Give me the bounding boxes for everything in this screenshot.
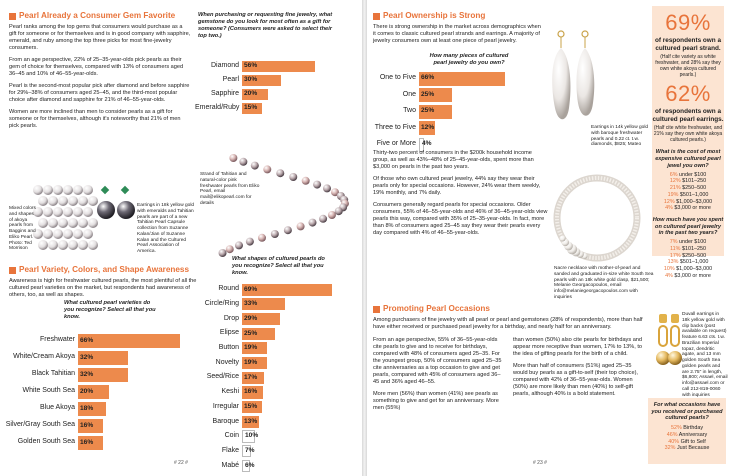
section-title: Promoting Pearl Occasions <box>383 304 490 313</box>
bar: 25% <box>242 328 275 340</box>
paragraph: From an age perspective, 22% of 25–35-year-olds pick pearls as their gem of choice for themselves, compared with 13% of consumers aged 36–45 and 10% of 46–55-year-olds. <box>9 56 184 77</box>
bar-category-label: Keshi <box>221 388 239 396</box>
occasion-question: For what occasions have you received or purchased cultured pearls? <box>651 402 723 422</box>
bar-category-label: Circle/Ring <box>204 300 239 308</box>
section-heading <box>9 265 199 275</box>
bar-row <box>190 430 350 443</box>
bar-category-label: Golden South Sea <box>17 438 75 446</box>
bar-category-label: Novelty <box>215 358 239 366</box>
bar-row <box>4 384 194 400</box>
bar-category-label: Five or More <box>376 140 416 148</box>
bar-row <box>367 71 519 86</box>
bar-category-label: Irregular <box>212 402 239 410</box>
bar-row <box>190 445 350 458</box>
section-ownership <box>373 11 543 45</box>
bar-row <box>190 356 350 369</box>
bar: 10% <box>242 430 255 442</box>
bar: 66% <box>419 72 505 86</box>
section-marker-icon <box>9 267 16 274</box>
nacre-necklace-image <box>551 172 643 264</box>
bar-category-label: Mabé <box>221 461 239 469</box>
bar-row <box>4 333 194 349</box>
bar-row <box>190 327 350 340</box>
bar-category-label: Drop <box>223 314 239 322</box>
bar-category-label: Three to Five <box>374 123 416 131</box>
occasion-item: 40% Gift to Self <box>668 438 706 445</box>
bar: 18% <box>78 402 106 417</box>
bar-row <box>190 401 350 414</box>
section-title: Pearl Ownership is Strong <box>383 11 486 20</box>
spend-item: 4% $3,000 or more <box>665 272 711 279</box>
section-title: Pearl Variety, Colors, and Shape Awareness <box>19 265 190 274</box>
bar: 16% <box>242 386 263 398</box>
section-gem-favorite <box>9 11 191 130</box>
bar-category-label: Pearl <box>222 75 239 83</box>
bar: 19% <box>242 342 267 354</box>
bar-category-label: Blue Akoya <box>39 404 75 412</box>
bar-row <box>4 418 194 434</box>
bar-category-label: Emerald/Ruby <box>195 103 240 111</box>
occasion-item: 52% Birthday <box>670 425 704 432</box>
bar: 7% <box>242 445 251 457</box>
occasion-box <box>648 398 726 464</box>
bar-category-label: Freshwater <box>39 336 75 344</box>
paragraph: There is strong ownership in the market across demographics when it comes to classic cultured pearl strands and earrings. A majority of jewelry consumers own at least one piece of pearl jewelry. <box>373 24 541 44</box>
bar: 6% <box>242 460 250 472</box>
bar-row <box>4 350 194 366</box>
bar-row <box>190 312 350 325</box>
image-caption: Strand of Tahitian and natural-color pink freshwater pearls from Eliko Pearl, email mail@elikopearl.com for details <box>200 172 260 206</box>
bar-category-label: Silver/Gray South Sea <box>5 421 75 429</box>
stat-value: 69% <box>665 10 711 35</box>
bar-row <box>190 459 350 472</box>
cost-item: 21% $250–500 <box>669 185 707 192</box>
spend-item: 11% $101–250 <box>670 245 706 252</box>
bar: 32% <box>78 351 128 366</box>
image-caption: Mixed colors and shapes of akoya pearls from Baggins and Eliko Pearl. Photo: Ted Morrison <box>9 206 36 252</box>
occasion-item: 46% Anniversary <box>666 431 708 438</box>
spend-list <box>652 239 724 280</box>
chart-question: How many pieces of cultured pearl jewelry do you own? <box>429 53 509 66</box>
stat-label: of respondents own a cultured pearl strand. <box>654 36 722 52</box>
bar: 20% <box>242 89 268 101</box>
ownership-text <box>373 150 549 237</box>
bar: 15% <box>242 103 262 115</box>
bar: 25% <box>419 105 452 119</box>
bar: 32% <box>78 368 128 383</box>
stat-note: (Half cite variety as white freshwater, and 28% say they own white akoya cultured pearls.) <box>655 54 721 79</box>
cost-item: 12% $1,000–$3,000 <box>663 198 713 205</box>
paragraph: Of those who own cultured pearl jewelry, 44% say they wear their pearls only for special occasions. However, 24% wear them weekly, 19% monthly, and 7% daily. <box>373 175 541 196</box>
section-occasions <box>373 304 645 412</box>
cost-item: 12% $101–250 <box>669 178 707 185</box>
paragraph: Among purchasers of fine jewelry with all pearl or pearl and gemstones (28% of respondents), more than half have either received or purchased pearl jewelry for a birthday, and nearly half for an anniversary. <box>373 317 643 330</box>
bar-row <box>195 102 330 115</box>
section-heading <box>9 11 191 21</box>
occasion-item: 32% Just Because <box>664 445 710 452</box>
bar: 19% <box>242 357 267 369</box>
cost-item: 4% $3,000 or more <box>665 205 711 212</box>
page-number: # 23 # <box>533 460 547 466</box>
bar-category-label: White/Cream Akoya <box>13 353 75 361</box>
bar: 16% <box>78 436 103 451</box>
spend-item: 7% under $100 <box>669 239 707 246</box>
image-caption: Earrings in 18k yellow gold with emeralds and Tahitian pearls are part of a new Tahitian Pearl Capsule collection from Suzanne Kalan/Jian of Suzanne Kalan and the Cultured Pearl Association of America. <box>137 203 195 254</box>
variety-chart <box>4 333 194 452</box>
image-caption: Earrings in 14k yellow gold with baroque freshwater pearls and 0.22 ct. t.w. diamonds, $825; Mateo <box>591 125 649 148</box>
bar-category-label: Sapphire <box>210 89 239 97</box>
bar: 13% <box>242 416 259 428</box>
bar-category-label: Seed/Rice <box>206 373 239 381</box>
paragraph: Consumers generally regard pearls for special occasions. Older consumers, 55% of 46–55-year-olds and 46% of 36–45-year-olds view pearls this way, compared with 35% of 25–35-year-olds. In fact, more than 8% of consumers aged 25–45 say they wear their pearls every day compared with 4% of 46–55-year-olds. <box>373 201 548 236</box>
bar: 12% <box>419 121 435 135</box>
bar: 17% <box>242 372 264 384</box>
bar-row <box>190 342 350 355</box>
bar: 15% <box>242 401 262 413</box>
bar-row <box>195 74 330 87</box>
pearl-pile-image <box>30 182 100 257</box>
bar: 25% <box>419 88 452 102</box>
bar: 69% <box>242 284 332 296</box>
spend-item: 17% $250–500 <box>669 252 707 259</box>
stats-panel <box>652 6 724 279</box>
chart-question: What cultured pearl varieties do you recognize? Select all that you know. <box>64 300 156 320</box>
bar-category-label: Elipse <box>219 329 239 337</box>
section-marker-icon <box>373 13 380 20</box>
emerald-earrings-image <box>96 183 136 233</box>
bar: 56% <box>242 61 315 73</box>
bar-row <box>190 298 350 311</box>
chart-question: When purchasing or requesting fine jewelry, what gemstone do you look for most often as a gift for someone? (Consumers were asked to select their top two.) <box>198 12 333 39</box>
section-heading <box>373 304 645 314</box>
shape-chart <box>190 283 350 474</box>
dangle-earrings-image <box>656 312 682 378</box>
bar: 29% <box>242 313 280 325</box>
paragraph: More men (56%) than women (41%) see pearls as something to give and get for an anniversary. More men (55%) <box>373 390 499 411</box>
bar-row <box>190 283 350 296</box>
bar-category-label: Diamond <box>210 61 239 69</box>
paragraph: Pearl ranks among the top gems that consumers would purchase as a gift for someone or for themselves and is in good company with sapphire, emerald, and ruby among the top three picks for most fine-jewelry consumers. <box>9 24 191 51</box>
bar-row <box>195 88 330 101</box>
left-page <box>0 0 362 476</box>
bar-category-label: One <box>402 90 416 98</box>
bar-category-label: Baroque <box>212 417 239 425</box>
bar-category-label: Button <box>218 344 239 352</box>
cost-item: 6% under $100 <box>669 171 707 178</box>
bar-row <box>4 401 194 417</box>
section-title: Pearl Already a Consumer Gem Favorite <box>19 11 176 20</box>
stat-label: of respondents own a cultured pearl earrings. <box>652 108 724 123</box>
bar: 20% <box>78 385 109 400</box>
bar-row <box>367 88 519 103</box>
bar-row <box>4 435 194 451</box>
bar-row <box>367 121 519 136</box>
image-caption: Duvall earrings in 18k yellow gold with clip backs (post available on request) feature 6.63 cts. t.w. Brazilian Imperial topaz, dendritic agate, and 13 mm golden South Sea golden pearls and are 2.75" in length, $6,800; Assael, email info@assael.com or call 212-819-0060 with inquiries <box>682 312 728 398</box>
bar: 30% <box>242 75 281 87</box>
spend-item: 13% $501–1,000 <box>667 259 709 266</box>
chart-question: What shapes of cultured pearls do you recognize? Select all that you know. <box>232 256 325 276</box>
section-heading <box>373 11 543 21</box>
bar-category-label: Coin <box>224 432 239 440</box>
cost-question: What is the cost of most expensive cultured pearl jewel you own? <box>655 149 721 169</box>
bar-category-label: White South Sea <box>22 387 75 395</box>
bar-row <box>195 60 330 73</box>
right-page <box>367 0 729 476</box>
bar: 66% <box>78 334 180 349</box>
bar-category-label: Black Tahitian <box>31 370 75 378</box>
ownership-chart <box>367 71 519 154</box>
section-variety <box>9 265 199 299</box>
paragraph: More than half of consumers (51%) aged 25–35 would buy pearls as a gift-to-self (their top choice), compared with 42% of 36–55-year-olds. Women (50%) are more likely than men (40%) to self-gift pearls, although 40% is a bold statement. <box>513 362 638 397</box>
page-number: # 22 # <box>174 460 188 466</box>
section-marker-icon <box>9 13 16 20</box>
bar: 33% <box>242 298 285 310</box>
bar-row <box>190 371 350 384</box>
bar: 16% <box>78 419 103 434</box>
cost-list <box>652 172 724 213</box>
section-marker-icon <box>373 306 380 313</box>
bar-row <box>190 386 350 399</box>
bar-row <box>190 415 350 428</box>
paragraph: Awareness is high for freshwater cultured pearls, the most plentiful of all the cultured pearl varieties on the market, but respondents had awareness of others, too, as well as shapes. <box>9 278 197 298</box>
bar-category-label: One to Five <box>379 74 416 82</box>
bar-category-label: Flake <box>221 446 239 454</box>
spend-item: 10% $1,000–$3,000 <box>663 266 713 273</box>
stat-value: 62% <box>665 81 711 107</box>
paragraph: Thirty-two percent of consumers in the $200k household income group, as well as 43%–48% of 25–45-year-olds, spent more than $3,000 on pearls in the past two years. <box>373 150 534 170</box>
cost-item: 19% $501–1,000 <box>667 191 709 198</box>
paragraph: than women (50%) also cite pearls for birthdays and appear more receptive than women, 17% to 13%, to the idea of gifting pearls for the birth of a child. <box>513 336 643 357</box>
stat-note: (Half cite white freshwater, and 21% say they own white akoya cultured pearls.) <box>653 125 723 144</box>
image-caption: Nacre necklace with mother-of-pearl and sanded and graduated in-size white South Sea pearls with an 18k white gold clasp, $21,500; Melanie Georgacopoulos, email info@melaniegeorgacopoulos.com with inquiries <box>554 266 654 300</box>
paragraph: Pearl is the second-most popular pick after diamond and before sapphire for 29%–38% of consumers aged 25–45, and the third-most popular choice after diamond and sapphire for 21% of 46–55-year-olds. <box>9 82 190 103</box>
bar-row <box>4 367 194 383</box>
drop-earrings-image <box>545 28 603 138</box>
paragraph: Women are more inclined than men to consider pearls as a gift for someone or for themselves, although it's noteworthy that 21% of men pick pearls. <box>9 108 181 129</box>
gem-gift-chart <box>195 60 330 116</box>
bar: 4% <box>419 138 424 152</box>
paragraph: From an age perspective, 55% of 36–55-year-olds cite pearls to give and to receive for birthdays, compared with 48% of consumers aged 25–35. For the youngest group, 50% of consumers aged 25–35 cite anniversaries as a top occasion to give and get pearls, compared with 45% of consumers aged 36–45 and 36% aged 46–55. <box>373 336 502 385</box>
bar-category-label: Round <box>218 285 239 293</box>
spend-question: How much have you spent on cultured pearl jewelry in the past two years? <box>652 217 724 237</box>
bar-category-label: Two <box>403 107 416 115</box>
bar-row <box>367 104 519 119</box>
